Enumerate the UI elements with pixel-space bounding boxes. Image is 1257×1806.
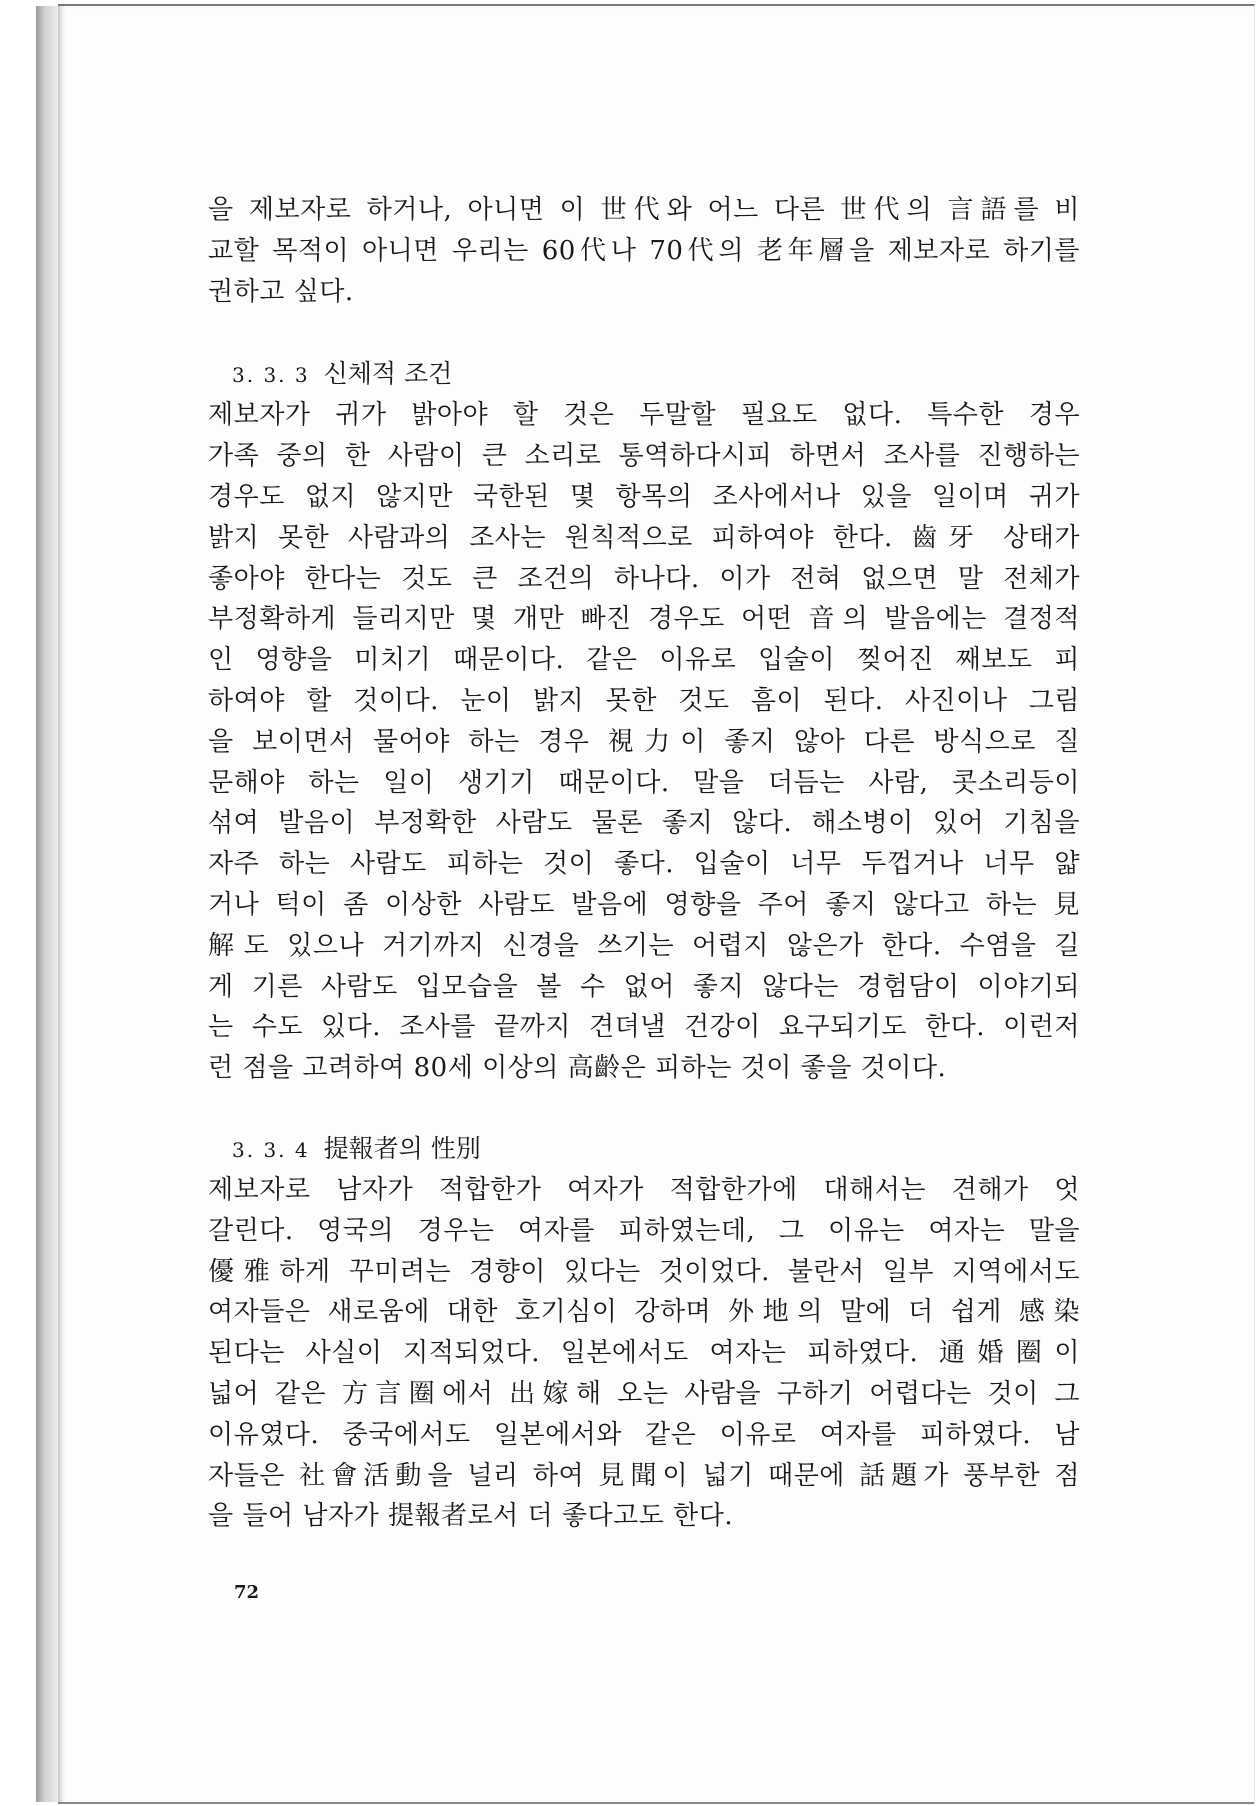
text-line: 섞여 발음이 부정확한 사람도 물론 좋지 않다. 해소병이 있어 기침을 xyxy=(208,808,1080,839)
text-line: 을 보이면서 물어야 하는 경우 視力이 좋지 않아 다른 방식으로 질 xyxy=(208,726,1080,757)
section-number: 3. 3. 4 xyxy=(232,1137,310,1162)
text-line: 을 들어 남자가 提報者로서 더 좋다고도 한다. xyxy=(208,1501,734,1532)
text-line: 여자들은 새로움에 대한 호기심이 강하며 外地의 말에 더 쉽게 感染 xyxy=(208,1297,1080,1328)
text-line: 권하고 싶다. xyxy=(208,276,354,307)
text-line: 경우도 없지 않지만 국한된 몇 항목의 조사에서나 있을 일이며 귀가 xyxy=(208,481,1080,512)
section-number: 3. 3. 3 xyxy=(232,363,310,388)
text-line: 런 점을 고려하여 80세 이상의 高齡은 피하는 것이 좋을 것이다. xyxy=(208,1053,947,1084)
text-line: 가족 중의 한 사람이 큰 소리로 통역하다시피 하면서 조사를 진행하는 xyxy=(208,441,1080,472)
text-line: 優雅하게 꾸미려는 경향이 있다는 것이었다. 불란서 일부 지역에서도 xyxy=(208,1256,1080,1287)
text-line: 자주 하는 사람도 피하는 것이 좋다. 입술이 너무 두껍거나 너무 얇 xyxy=(208,849,1080,880)
text-line: 解도 있으나 거기까지 신경을 쓰기는 어렵지 않은가 한다. 수염을 길 xyxy=(208,930,1080,961)
section-heading xyxy=(208,354,1080,395)
text-line: 거나 턱이 좀 이상한 사람도 발음에 영향을 주어 좋지 않다고 하는 見 xyxy=(208,889,1080,920)
text-line: 이유였다. 중국에서도 일본에서와 같은 이유로 여자를 피하였다. 남 xyxy=(208,1419,1080,1450)
section-paragraph xyxy=(208,395,1080,1089)
text-line: 을 제보자로 하거나, 아니면 이 世代와 어느 다른 世代의 言語를 비 xyxy=(208,195,1080,225)
text-line: 갈린다. 영국의 경우는 여자를 피하였는데, 그 이유는 여자는 말을 xyxy=(208,1215,1080,1246)
page-number: 72 xyxy=(234,1582,260,1603)
intro-paragraph xyxy=(208,190,1080,312)
text-line: 제보자가 귀가 밝아야 할 것은 두말할 필요도 없다. 특수한 경우 xyxy=(208,400,1080,431)
book-spine-shadow xyxy=(36,6,60,1802)
section-paragraph xyxy=(208,1170,1080,1537)
section-title: 提報者의 性別 xyxy=(323,1133,481,1163)
section-3-3-4 xyxy=(208,1129,1080,1537)
text-line: 문해야 하는 일이 생기기 때문이다. 말을 더듬는 사람, 콧소리등이 xyxy=(208,767,1080,798)
section-title: 신체적 조건 xyxy=(323,359,453,389)
text-line: 는 수도 있다. 조사를 끝까지 견뎌낼 건강이 요구되기도 한다. 이런저 xyxy=(208,1012,1080,1043)
text-line: 교할 목적이 아니면 우리는 60代나 70代의 老年層을 제보자로 하기를 xyxy=(208,235,1080,266)
text-line: 넓어 같은 方言圈에서 出嫁해 오는 사람을 구하기 어렵다는 것이 그 xyxy=(208,1378,1080,1409)
text-line: 밝지 못한 사람과의 조사는 원칙적으로 피하여야 한다. 齒牙 상태가 xyxy=(208,522,1080,553)
page-body xyxy=(208,190,1080,1537)
text-line: 게 기른 사람도 입모습을 볼 수 없어 좋지 않다는 경험담이 이야기되 xyxy=(208,971,1080,1002)
section-heading xyxy=(208,1129,1080,1170)
text-line: 인 영향을 미치기 때문이다. 같은 이유로 입술이 찢어진 째보도 피 xyxy=(208,645,1080,676)
text-line: 된다는 사실이 지적되었다. 일본에서도 여자는 피하였다. 通婚圈이 xyxy=(208,1338,1080,1369)
section-3-3-3 xyxy=(208,354,1080,1089)
text-line: 자들은 社會活動을 널리 하여 見聞이 넓기 때문에 話題가 풍부한 점 xyxy=(208,1460,1080,1491)
text-line: 부정확하게 들리지만 몇 개만 빠진 경우도 어떤 音의 발음에는 결정적 xyxy=(208,604,1080,635)
text-line: 좋아야 한다는 것도 큰 조건의 하나다. 이가 전혀 없으면 말 전체가 xyxy=(208,563,1080,594)
text-line: 하여야 할 것이다. 눈이 밝지 못한 것도 흠이 된다. 사진이나 그림 xyxy=(208,685,1080,716)
text-line: 제보자로 남자가 적합한가 여자가 적합한가에 대해서는 견해가 엇 xyxy=(208,1174,1080,1205)
